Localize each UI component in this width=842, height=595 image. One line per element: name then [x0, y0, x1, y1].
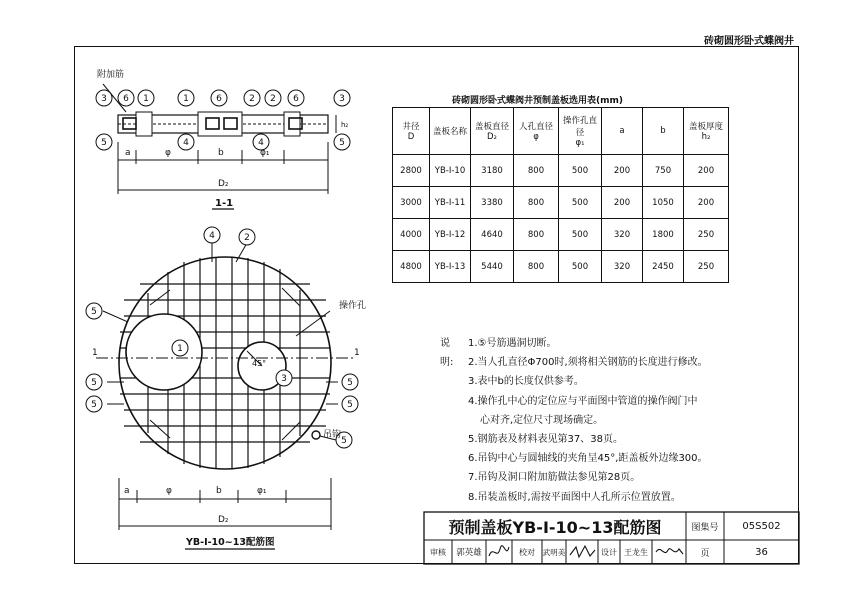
callout-section-bottom-3: 4 [258, 138, 264, 148]
table-header-name: 盖板直径 [474, 122, 509, 132]
table-cell: 4800 [393, 251, 430, 283]
note-text-continued: 心对齐,定位尺寸现场确定。 [480, 414, 604, 426]
table-header-name: 人孔直径 [518, 122, 553, 132]
title-block-reviewer: 郭英雄 [456, 548, 482, 558]
callout-section-top-7: 2 [270, 94, 276, 104]
label-hook: 吊钩 [323, 430, 342, 440]
table-header-sub: φ [533, 132, 539, 142]
callout-section-top-8: 6 [293, 94, 299, 104]
title-block-page-label: 页 [700, 548, 710, 559]
note-text: 6.吊钩中心与圆轴线的夹角呈45°,距盖板外边缘300。 [468, 453, 708, 465]
title-block-review-signature [486, 540, 512, 564]
designer-signature [652, 540, 686, 564]
callout-section-top-5: 6 [216, 94, 222, 104]
section-mark-left: 1 [92, 348, 98, 358]
table-header-sub: D₂ [487, 132, 497, 142]
note-text: 3.表中b的长度仅供参考。 [468, 376, 584, 388]
table-cell: 250 [684, 219, 729, 251]
table-cell: 200 [684, 155, 729, 187]
title-block-drawing-title: 预制盖板YB-Ⅰ-10~13配筋图 [448, 517, 662, 537]
title-block-check-signature [566, 540, 598, 564]
table-cell: 200 [684, 187, 729, 219]
table-header-name: 盖板厚度 [688, 122, 723, 132]
table-cell: 800 [514, 155, 559, 187]
label-h2: h₂ [341, 121, 349, 129]
title-block-atlas-label: 图集号 [691, 522, 719, 533]
table-cell: 800 [514, 251, 559, 283]
title-block-check-label: 校对 [519, 547, 535, 557]
table-header-name: 操作孔直径 [562, 116, 597, 138]
dim-section-phi: φ [165, 148, 171, 158]
dim-section-d2: D₂ [218, 179, 229, 189]
note-text: 5.钢筋表及材料表见第37、38页。 [468, 434, 623, 446]
title-block-atlas-no: 05S502 [742, 520, 781, 532]
table-header-name: 盖板名称 [432, 127, 467, 137]
dim-plan-phi: φ [166, 486, 172, 496]
table-cell: 750 [643, 155, 684, 187]
title-block-checker: 武明美 [542, 547, 566, 557]
note-text: 4.操作孔中心的定位应与平面图中管道的操作阀门中 [468, 395, 698, 407]
callout-plan-2: 2 [244, 233, 250, 243]
note-text: 8.吊装盖板时,需按平面图中人孔所示位置放置。 [468, 491, 681, 503]
title-block-review-label: 审核 [430, 547, 446, 557]
note-text: 2.当人孔直径Φ700时,须将相关钢筋的长度进行修改。 [468, 357, 708, 369]
label-attach-rebar: 附加筋 [97, 70, 125, 80]
table-cell: 5440 [471, 251, 514, 283]
table-cell: YB-Ⅰ-13 [430, 251, 471, 283]
callout-section-bottom-4: 5 [339, 138, 345, 148]
section-mark-right: 1 [354, 348, 360, 358]
sheet-header-title: 砖砌圆形卧式蝶阀井 [704, 36, 794, 47]
callout-plan-6: 5 [91, 378, 97, 388]
checker-signature [566, 540, 598, 564]
callout-section-bottom-1: 5 [101, 138, 107, 148]
table-cell: 1800 [643, 219, 684, 251]
callout-plan-9: 5 [347, 400, 353, 410]
callout-plan-8: 5 [347, 378, 353, 388]
title-block-page-no: 36 [755, 546, 768, 558]
label-angle: 45° [252, 359, 267, 368]
callout-section-bottom-2: 4 [183, 138, 189, 148]
callout-plan-3: 5 [91, 307, 97, 317]
table-cell: 4000 [393, 219, 430, 251]
table-cell: 500 [559, 251, 602, 283]
callout-plan-5: 3 [281, 374, 287, 384]
table-cell: 2800 [393, 155, 430, 187]
table-cell: 1050 [643, 187, 684, 219]
table-cell: YB-Ⅰ-11 [430, 187, 471, 219]
table-cell: 3000 [393, 187, 430, 219]
callout-plan-1: 4 [209, 231, 215, 241]
dim-plan-b: b [216, 486, 222, 496]
table-cell: 4640 [471, 219, 514, 251]
table-cell: 500 [559, 155, 602, 187]
table-header-name: 井径 [402, 122, 420, 132]
note-text: 1.⑤号筋遇洞切断。 [468, 338, 557, 349]
dim-plan-d2: D₂ [218, 515, 229, 525]
dim-section-phi1: φ₁ [260, 148, 270, 158]
table-header-name: a [619, 126, 625, 136]
table-cell: 320 [602, 251, 643, 283]
table-header-sub: D [407, 132, 415, 142]
table-cell: YB-Ⅰ-12 [430, 219, 471, 251]
table-cell: 3180 [471, 155, 514, 187]
title-block-design-label: 设计 [601, 547, 617, 557]
notes-heading: 说明: [440, 338, 454, 369]
callout-plan-4: 1 [177, 344, 183, 354]
plan-title: YB-Ⅰ-10~13配筋图 [186, 537, 275, 548]
callout-section-top-2: 6 [123, 94, 129, 104]
callout-section-top-3: 1 [143, 94, 149, 104]
table-cell: YB-Ⅰ-10 [430, 155, 471, 187]
dim-plan-a: a [124, 486, 130, 496]
callout-section-top-9: 3 [339, 94, 345, 104]
table-cell: 800 [514, 219, 559, 251]
note-text: 7.吊钩及洞口附加筋做法参见第28页。 [468, 472, 641, 484]
selection-table-title: 砖砌圆形卧式蝶阀井预制盖板选用表(mm) [452, 96, 623, 106]
table-cell: 3380 [471, 187, 514, 219]
dim-section-b: b [218, 148, 224, 158]
table-header-sub: φ₁ [575, 138, 585, 148]
title-block-designer: 王龙生 [624, 547, 648, 557]
callout-section-top-4: 1 [183, 94, 189, 104]
dim-section-a: a [125, 148, 131, 158]
table-cell: 200 [602, 155, 643, 187]
table-cell: 800 [514, 187, 559, 219]
label-op-hole: 操作孔 [339, 301, 367, 311]
dim-plan-phi1: φ₁ [257, 486, 267, 496]
callout-section-top-1: 3 [101, 94, 107, 104]
section-title: 1-1 [215, 198, 234, 209]
table-cell: 200 [602, 187, 643, 219]
callout-plan-7: 5 [91, 400, 97, 410]
table-cell: 500 [559, 219, 602, 251]
callout-section-top-6: 2 [249, 94, 255, 104]
reviewer-signature [486, 540, 512, 564]
table-header-sub: h₂ [701, 132, 711, 142]
table-cell: 250 [684, 251, 729, 283]
table-cell: 500 [559, 187, 602, 219]
callout-plan-10: 5 [341, 436, 347, 446]
table-cell: 320 [602, 219, 643, 251]
table-cell: 2450 [643, 251, 684, 283]
table-header-name: b [660, 126, 666, 136]
title-block-design-signature [652, 540, 686, 564]
